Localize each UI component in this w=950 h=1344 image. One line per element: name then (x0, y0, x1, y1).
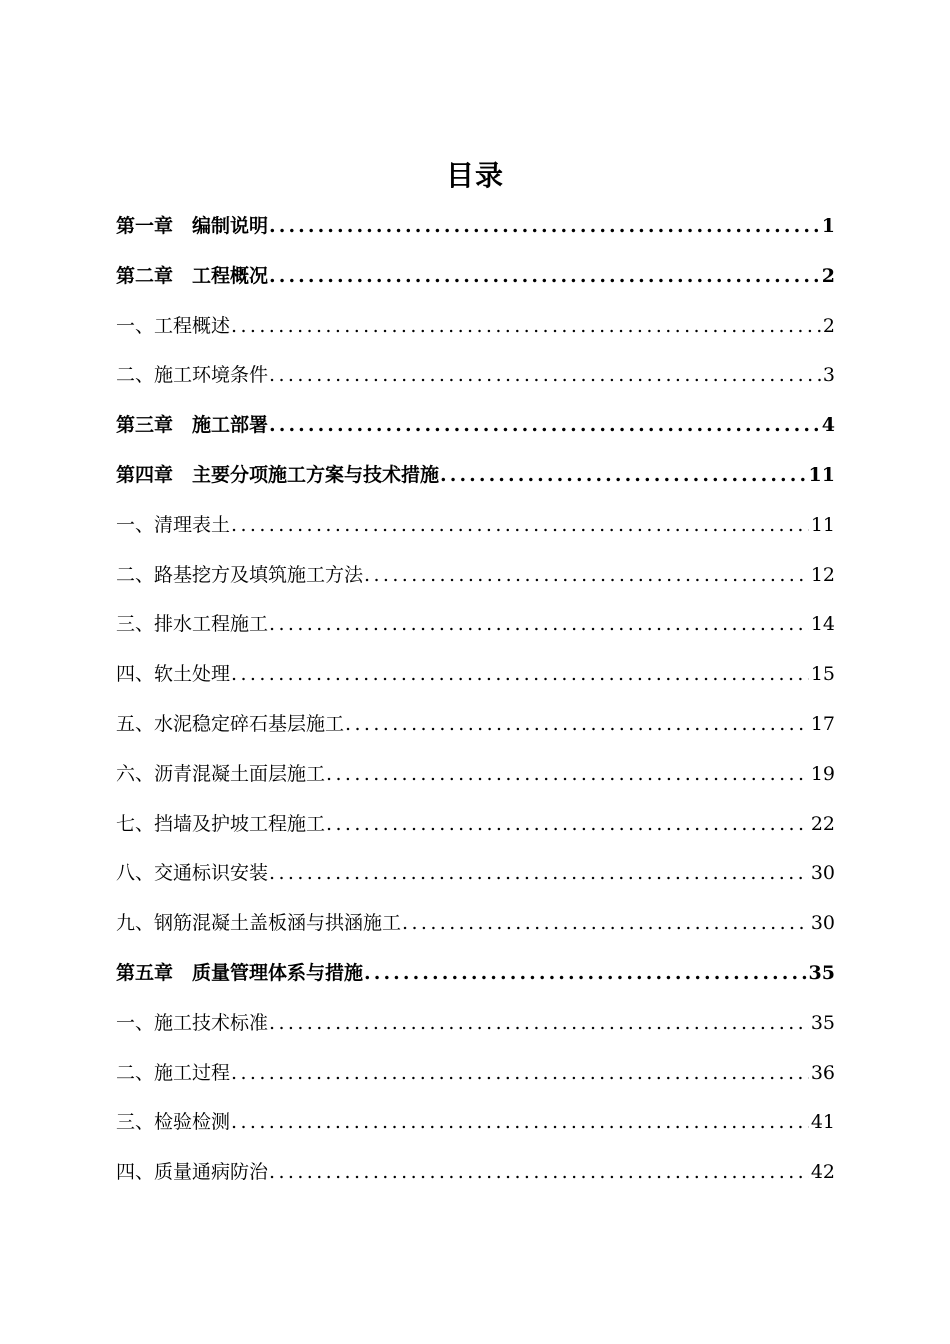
toc-entry-label: 三、排水工程施工 (116, 613, 269, 636)
toc-entry-section[interactable] (116, 1055, 835, 1105)
page-title: 目录 (445, 159, 504, 192)
toc-entry-page-number: 15 (810, 663, 835, 686)
toc-entry-page-number: 35 (810, 1011, 835, 1034)
dot-leader (402, 905, 809, 941)
dot-leader (231, 656, 809, 692)
toc-entry-page-number: 3 (822, 364, 835, 387)
toc-entry-label: 四、质量通病防治 (116, 1161, 269, 1184)
toc-entry-section[interactable] (116, 1154, 835, 1204)
toc-entry-page-number: 22 (810, 812, 835, 835)
toc-entry-page-number: 2 (822, 314, 835, 337)
toc-entry-label: 第三章 施工部署 (116, 414, 269, 437)
toc-entry-page-number: 2 (821, 264, 835, 287)
toc-entry-section[interactable] (116, 357, 835, 407)
toc-entry-page-number: 36 (810, 1061, 835, 1084)
dot-leader (231, 308, 821, 344)
toc-entry-section[interactable] (116, 1104, 835, 1154)
toc-entry-page-number: 11 (808, 463, 835, 486)
dot-leader (269, 606, 809, 642)
toc-entry-section[interactable] (116, 706, 835, 756)
dot-leader (364, 557, 809, 593)
toc-entry-label: 第二章 工程概况 (116, 264, 269, 287)
toc-entry-label: 二、施工环境条件 (116, 364, 269, 387)
toc-entry-section[interactable] (116, 606, 835, 656)
table-of-contents (116, 208, 835, 1204)
dot-leader (269, 357, 821, 393)
toc-entry-page-number: 14 (810, 613, 835, 636)
toc-entry-label: 四、软土处理 (116, 663, 231, 686)
toc-entry-label: 一、施工技术标准 (116, 1011, 269, 1034)
toc-entry-label: 五、水泥稳定碎石基层施工 (116, 712, 345, 735)
toc-entry-page-number: 41 (810, 1111, 835, 1134)
toc-entry-section[interactable] (116, 1005, 835, 1055)
dot-leader (269, 407, 820, 443)
toc-entry-label: 六、沥青混凝土面层施工 (116, 762, 326, 785)
dot-leader (269, 1005, 809, 1041)
toc-entry-label: 三、检验检测 (116, 1111, 231, 1134)
toc-entry-label: 第一章 编制说明 (116, 215, 269, 237)
toc-entry-label: 二、路基挖方及填筑施工方法 (116, 563, 364, 586)
toc-entry-section[interactable] (116, 507, 835, 557)
toc-entry-section[interactable] (116, 656, 835, 706)
dot-leader (269, 855, 809, 891)
toc-entry-section[interactable] (116, 905, 835, 955)
dot-leader (269, 208, 820, 244)
toc-entry-label: 一、工程概述 (116, 314, 231, 337)
toc-entry-page-number: 17 (810, 712, 835, 735)
toc-entry-page-number: 35 (808, 961, 835, 984)
toc-entry-page-number: 1 (821, 215, 835, 237)
toc-entry-page-number: 12 (810, 563, 835, 586)
toc-entry-label: 七、挡墙及护坡工程施工 (116, 812, 326, 835)
toc-entry-label: 一、清理表土 (116, 513, 231, 536)
toc-entry-label: 九、钢筋混凝土盖板涵与拱涵施工 (116, 912, 402, 935)
dot-leader (326, 756, 809, 792)
toc-entry-section[interactable] (116, 756, 835, 806)
dot-leader (326, 806, 809, 842)
toc-entry-section[interactable] (116, 308, 835, 358)
toc-entry-section[interactable] (116, 557, 835, 607)
toc-entry-chapter-2[interactable] (116, 258, 835, 308)
dot-leader (231, 1104, 809, 1140)
toc-entry-label: 八、交通标识安装 (116, 862, 269, 885)
toc-entry-page-number: 30 (810, 862, 835, 885)
dot-leader (231, 1055, 809, 1091)
toc-entry-label: 第四章 主要分项施工方案与技术措施 (116, 463, 440, 486)
toc-entry-chapter-3[interactable] (116, 407, 835, 457)
toc-entry-page-number: 4 (821, 414, 835, 437)
toc-entry-page-number: 30 (810, 912, 835, 935)
toc-entry-chapter-1[interactable] (116, 208, 835, 258)
toc-entry-section[interactable] (116, 806, 835, 856)
toc-entry-chapter-5[interactable] (116, 955, 835, 1005)
toc-entry-label: 第五章 质量管理体系与措施 (116, 961, 364, 984)
dot-leader (231, 507, 809, 543)
dot-leader (269, 1154, 809, 1190)
dot-leader (345, 706, 809, 742)
dot-leader (269, 258, 820, 294)
toc-entry-page-number: 19 (810, 762, 835, 785)
toc-entry-section[interactable] (116, 855, 835, 905)
toc-entry-page-number: 42 (810, 1161, 835, 1184)
toc-entry-chapter-4[interactable] (116, 457, 835, 507)
dot-leader (440, 457, 807, 493)
dot-leader (364, 955, 807, 991)
toc-entry-page-number: 11 (810, 513, 835, 536)
toc-entry-label: 二、施工过程 (116, 1061, 231, 1084)
